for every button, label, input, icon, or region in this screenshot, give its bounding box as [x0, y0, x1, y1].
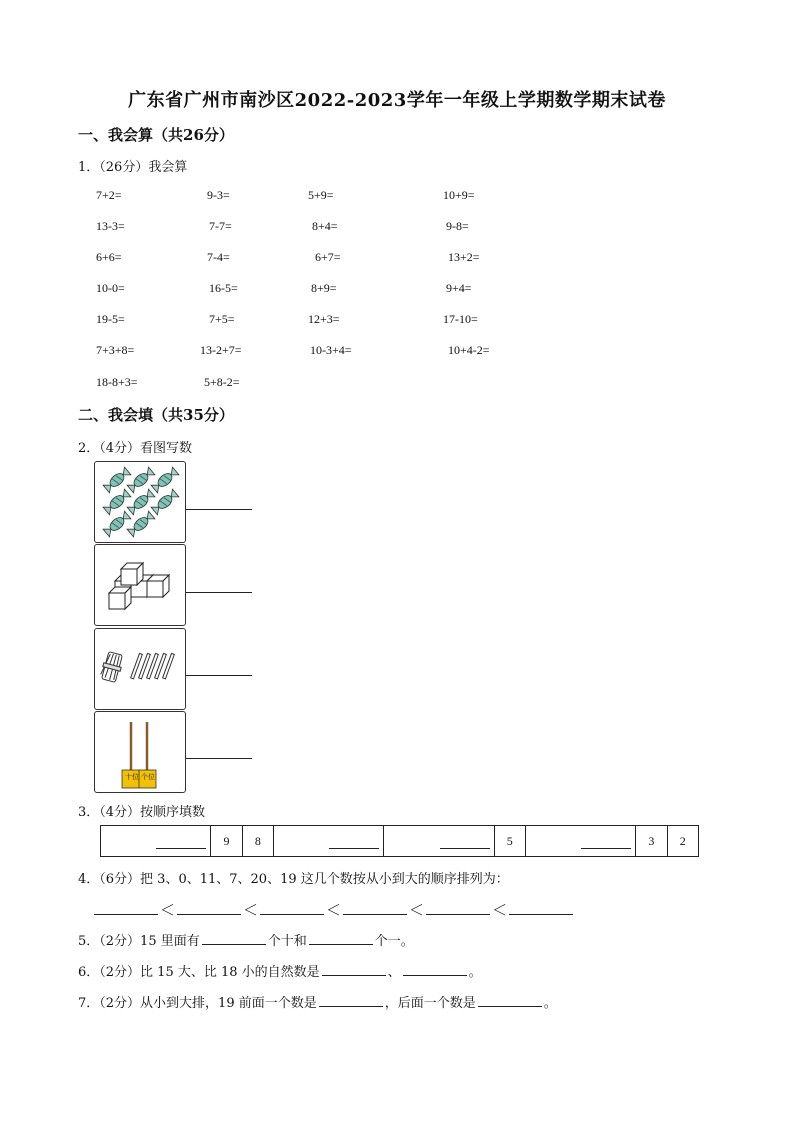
- question-6-text-pre: 6．（2分）比 15 大、比 18 小的自然数是: [78, 965, 320, 980]
- calc-item: 8+4=: [312, 219, 338, 233]
- calc-item: 17-10=: [443, 312, 478, 326]
- sequence-number-cell: 3: [636, 826, 667, 857]
- cube-icon: [121, 563, 143, 585]
- answer-blank[interactable]: [403, 963, 467, 976]
- question-2-label: 2．（4分）看图写数: [78, 441, 193, 456]
- answer-blank[interactable]: [309, 932, 373, 945]
- sequence-blank-cell[interactable]: [101, 826, 211, 857]
- calc-item: 7+3+8=: [96, 343, 135, 357]
- answer-blank[interactable]: [319, 994, 383, 1007]
- question-6-text-mid: 、: [387, 965, 401, 980]
- calc-item: 5+9=: [308, 188, 334, 202]
- calc-item: 7+2=: [96, 188, 122, 202]
- candy-icon: [127, 467, 155, 493]
- calc-item: 19-5=: [96, 312, 125, 326]
- calc-item: 7-7=: [209, 219, 232, 233]
- calc-item: 6+7=: [315, 250, 341, 264]
- answer-blank[interactable]: [202, 932, 266, 945]
- question-7-text-post: 。: [543, 996, 557, 1011]
- question-1-label: 1．（26分）我会算: [78, 160, 188, 175]
- sequence-blank-cell[interactable]: [525, 826, 635, 857]
- question-5-text-mid: 个十和: [267, 934, 307, 949]
- answer-line-candies[interactable]: [186, 509, 252, 510]
- calc-item: 18-8+3=: [96, 375, 138, 389]
- blank-line: [156, 848, 206, 849]
- question-5-text-pre: 5．（2分）15 里面有: [78, 934, 200, 949]
- candy-icon: [127, 511, 155, 537]
- calc-item: 5+8-2=: [204, 375, 240, 389]
- answer-blank[interactable]: [478, 994, 542, 1007]
- order-blank[interactable]: [94, 902, 158, 915]
- question-5: [78, 930, 414, 949]
- question-5-text-post: 个一。: [374, 934, 414, 949]
- calc-item: 9-8=: [446, 219, 469, 233]
- order-blank[interactable]: [426, 902, 490, 915]
- calc-item: 9-3=: [207, 188, 230, 202]
- calc-item: 10+9=: [443, 188, 475, 202]
- ordering-answer-row: [94, 899, 573, 920]
- calc-item: 10+4-2=: [448, 343, 490, 357]
- calc-item: 7-4=: [207, 250, 230, 264]
- answer-blank[interactable]: [322, 963, 386, 976]
- blank-line: [581, 848, 631, 849]
- less-than-sign: ＜: [409, 901, 425, 919]
- section-heading-calc: 一、我会算（共26分）: [78, 126, 234, 144]
- question-6: [78, 961, 482, 980]
- answer-line-sticks[interactable]: [186, 675, 252, 676]
- question-6-text-post: 。: [468, 965, 482, 980]
- calc-item: 13+2=: [448, 250, 480, 264]
- sequence-blank-cell[interactable]: [274, 826, 384, 857]
- sequence-blank-cell[interactable]: [384, 826, 494, 857]
- abacus-label-ones: 个位: [141, 773, 155, 781]
- candy-icon: [151, 467, 179, 493]
- question-4-label: 4．（6分）把 3、0、11、7、20、19 这几个数按从小到大的顺序排列为：: [78, 872, 509, 887]
- question-7-text-mid: ，后面一个数是: [384, 996, 476, 1011]
- calc-item: 9+4=: [446, 281, 472, 295]
- less-than-sign: ＜: [492, 901, 508, 919]
- question-3-label: 3．（4分）按顺序填数: [78, 805, 206, 820]
- candy-icon: [103, 489, 131, 515]
- stick-bundle-icon: [101, 652, 123, 683]
- order-blank[interactable]: [509, 902, 573, 915]
- cube-icon: [147, 575, 169, 597]
- blank-line: [329, 848, 379, 849]
- calc-item: 13-2+7=: [200, 343, 242, 357]
- candy-icon: [127, 489, 155, 515]
- calc-item: 13-3=: [96, 219, 125, 233]
- calc-item: 10-0=: [96, 281, 125, 295]
- calc-item: 7+5=: [209, 312, 235, 326]
- sequence-number-cell: 2: [667, 826, 698, 857]
- order-blank[interactable]: [343, 902, 407, 915]
- abacus-label-tens: 十位: [125, 773, 139, 781]
- candy-icon: [151, 489, 179, 515]
- candies-image: [94, 461, 186, 543]
- answer-line-abacus[interactable]: [186, 758, 252, 759]
- candy-icon: [103, 467, 131, 493]
- sequence-number-cell: 5: [494, 826, 525, 857]
- question-7-text-pre: 7．（2分）从小到大排，19 前面一个数是: [78, 996, 317, 1011]
- cube-icon: [109, 587, 131, 609]
- question-7: [78, 992, 557, 1011]
- abacus-image: [94, 711, 186, 793]
- calc-item: 6+6=: [96, 250, 122, 264]
- calc-item: 10-3+4=: [310, 343, 352, 357]
- sequence-number-cell: 8: [242, 826, 273, 857]
- blank-line: [440, 848, 490, 849]
- sequence-table: [100, 825, 699, 857]
- candy-icon: [103, 511, 131, 537]
- order-blank[interactable]: [260, 902, 324, 915]
- calc-item: 16-5=: [209, 281, 238, 295]
- answer-line-cubes[interactable]: [186, 592, 252, 593]
- section-heading-fill: 二、我会填（共35分）: [78, 406, 234, 424]
- less-than-sign: ＜: [243, 901, 259, 919]
- calc-item: 12+3=: [308, 312, 340, 326]
- sequence-number-cell: 9: [211, 826, 242, 857]
- exam-title: 广东省广州市南沙区2022-2023学年一年级上学期数学期末试卷: [128, 90, 666, 111]
- less-than-sign: ＜: [326, 901, 342, 919]
- cubes-image: [94, 544, 186, 626]
- less-than-sign: ＜: [160, 901, 176, 919]
- order-blank[interactable]: [177, 902, 241, 915]
- calc-item: 8+9=: [311, 281, 337, 295]
- sticks-image: [94, 628, 186, 710]
